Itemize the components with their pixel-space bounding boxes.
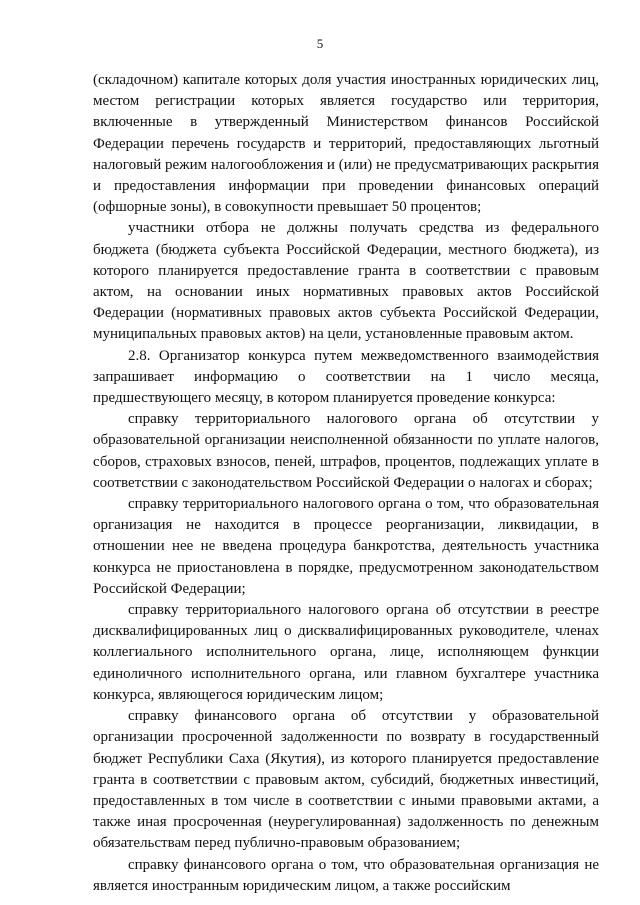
paragraph-offshore-continuation: (складочном) капитале которых доля участия иностранных юридических лиц, местом регистрации которых является государство или территория, включенные в утвержденный Министерством финансов Российской Федерации перечень государств и территорий, предоставляющих льготный налоговый режим налогообложения и (или) не предусматривающих раскрытия и предоставления информации при проведении финансовых операций (офшорные зоны), в совокупности превышает 50 процентов;: [93, 72, 599, 216]
paragraph-foreign-entity: справку финансового органа о том, что образовательная организация не является иностранным юридическим лицом, а также российским: [93, 856, 599, 894]
paragraph-budget-debt: справку финансового органа об отсутствии у образовательной организации просроченной задолженности по возврату в государственный бюджет Республики Саха (Якутия), из которого планируется предоставление гранта в соответствии с правовым актом, субсидий, бюджетных инвестиций, предоставленных в том числе в соответствии с иными правовыми актами, а также иная просроченная (неурегулированная) задолженность по денежным обязательствам перед публично-правовым образованием;: [93, 708, 599, 852]
page-number: 5: [316, 36, 324, 51]
document-body: [93, 70, 599, 897]
paragraph-disqualified-persons: справку территориального налогового органа об отсутствии в реестре дисквалифицированных лиц о дисквалифицированных руководителе, членах коллегиального исполнительного органа, лице, исполняющем функции единоличного исполнительного органа, или главном бухгалтере участника конкурса, являющегося юридическим лицом;: [93, 602, 599, 703]
paragraph-tax-obligations: справку территориального налогового органа об отсутствии у образовательной организации неисполненной обязанности по уплате налогов, сборов, страховых взносов, пеней, штрафов, процентов, подлежащих уплате в соответствии с законодательством Российской Федерации о налогах и сборах;: [93, 411, 599, 491]
paragraph-reorganization: справку территориального налогового органа о том, что образовательная организация не находится в процессе реорганизации, ликвидации, в отношении нее не введена процедура банкротства, деятельность участника конкурса не приостановлена в порядке, предусмотренном законодательством Российской Федерации;: [93, 496, 599, 597]
paragraph-clause-2-8: 2.8. Организатор конкурса путем межведомственного взаимодействия запрашивает информацию о соответствии на 1 число месяца, предшествующего месяцу, в котором планируется проведение конкурса:: [93, 347, 599, 407]
paragraph-federal-budget: участники отбора не должны получать средства из федерального бюджета (бюджета субъекта Российской Федерации, местного бюджета), из которого планируется предоставление гранта в соответствии с правовым актом, на основании иных нормативных правовых актов Российской Федерации (нормативных правовых актов субъекта Российской Федерации, муниципальных правовых актов) на цели, установленные правовым актом.: [93, 220, 599, 343]
